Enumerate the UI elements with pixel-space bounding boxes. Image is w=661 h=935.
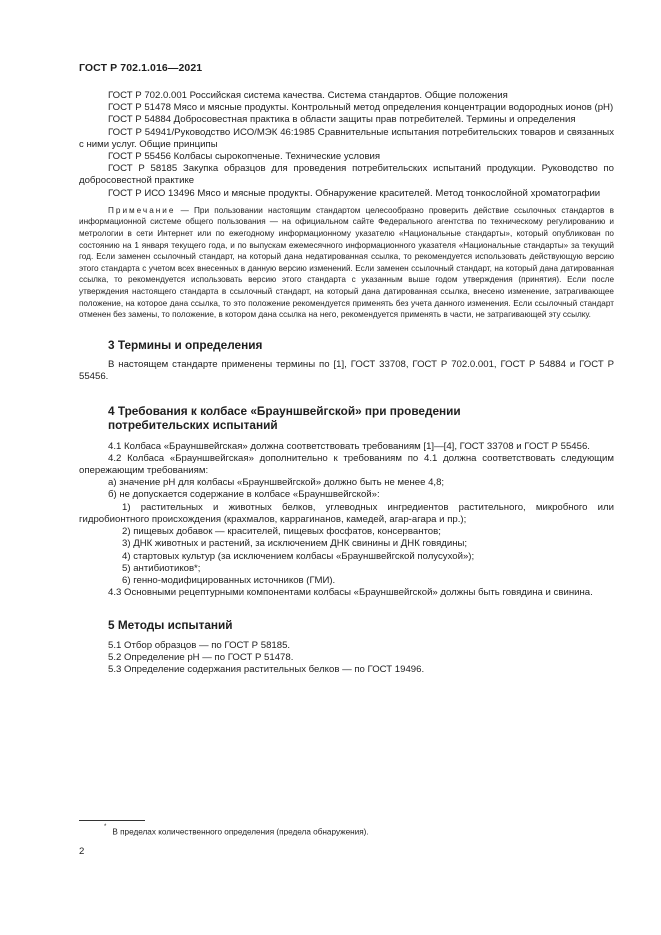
sub-item-1: 1) растительных и животных белков, углеводных ингредиентов растительного, микробного или гидробионтного происхождения (крахмалов, каррагинанов, камедей, агар-агара и пр.); bbox=[79, 501, 614, 525]
reference-item: ГОСТ Р 55456 Колбасы сырокопченые. Технические условия bbox=[108, 151, 381, 163]
method-5-3: 5.3 Определение содержания растительных белков — по ГОСТ 19496. bbox=[108, 664, 425, 676]
sub-item-5: 5) антибиотиков*; bbox=[122, 562, 201, 574]
document-header: ГОСТ Р 702.1.016—2021 bbox=[79, 62, 203, 74]
page-content bbox=[79, 90, 614, 676]
note-label: Примечание bbox=[108, 205, 176, 215]
sub-item-3: 3) ДНК животных и растений, за исключением ДНК свинины и ДНК говядины; bbox=[122, 538, 468, 550]
reference-item: ГОСТ Р 54884 Добросовестная практика в области защиты прав потребителей. Термины и определения bbox=[108, 114, 576, 126]
reference-item: ГОСТ Р 702.0.001 Российская система качества. Система стандартов. Общие положения bbox=[108, 90, 508, 101]
footnote-divider bbox=[79, 820, 145, 821]
sub-item-2: 2) пищевых добавок — красителей, пищевых фосфатов, консервантов; bbox=[122, 526, 441, 538]
reference-item: ГОСТ Р 58185 Закупка образцов для проведения потребительских испытаний продукции. Руководство по добросовестной практике bbox=[79, 163, 614, 187]
clause-4-2: 4.2 Колбаса «Брауншвейгская» дополнительно к требованиям по 4.1 должна соответствовать следующим опережающим требованиям: bbox=[79, 452, 614, 477]
section-4-heading-line1: 4 Требования к колбасе «Брауншвейгской» при проведении bbox=[108, 403, 461, 418]
reference-item: ГОСТ Р 54941/Руководство ИСО/МЭК 46:1985 Сравнительные испытания потребительских товаров и связанных с ними услуг. Общие принципы bbox=[79, 126, 614, 150]
method-5-2: 5.2 Определение рН — по ГОСТ Р 51478. bbox=[108, 652, 294, 664]
note-text: — При пользовании настоящим стандартом целесообразно проверить действие ссылочных стандартов в информационной системе общего пользования — на официальном сайте Федерального агентства по техническому регулированию и метрологии в сети Интернет или по ежегодному информационному указателю «Национальные стандарты», который опубликован по состоянию на 1 января текущего года, и по выпускам ежемесячного информационного указателя «Национальные стандарты» за текущий год. Если заменен ссылочный стандарт, на который дана недатированная ссылка, то рекомендуется использовать действующую версию этого стандарта с учетом всех внесенных в данную версию изменений. Если заменен ссылочный стандарт, на который дана датированная ссылка, то рекомендуется использовать версию этого стандарта с указанным выше годом утверждения (принятия). Если после утверждения настоящего стандарта в ссылочный стандарт, на который дана датированная ссылка, внесено изменение, затрагивающее положение, на которое дана ссылка, то это положение рекомендуется применять без учета данного изменения. Если ссылочный стандарт отменен без замены, то положение, в котором дана ссылка на него, рекомендуется применять в части, не затрагивающей эту ссылку. bbox=[79, 205, 614, 320]
footnote-text: В пределах количественного определения (предела обнаружения). bbox=[112, 827, 369, 837]
section-4-heading-line2: потребительских испытаний bbox=[108, 418, 278, 433]
footnote-mark: * bbox=[104, 824, 107, 830]
method-5-1: 5.1 Отбор образцов — по ГОСТ Р 58185. bbox=[108, 639, 291, 651]
list-item-a: а) значение рН для колбасы «Брауншвейгской» должно быть не менее 4,8; bbox=[108, 477, 445, 489]
section-4-heading bbox=[79, 404, 614, 433]
page-number: 2 bbox=[79, 846, 85, 857]
note-block bbox=[79, 205, 614, 321]
reference-item: ГОСТ Р ИСО 13496 Мясо и мясные продукты. Обнаружение красителей. Метод тонкослойной хроматографии bbox=[108, 187, 601, 199]
footnote bbox=[104, 825, 369, 838]
clause-4-3: 4.3 Основными рецептурными компонентами колбасы «Брауншвейгской» должны быть говядина и свинина. bbox=[108, 587, 593, 599]
clause-4-1: 4.1 Колбаса «Брауншвейгская» должна соответствовать требованиям [1]—[4], ГОСТ 33708 и ГОСТ Р 55456. bbox=[108, 440, 590, 452]
section-3-text: В настоящем стандарте применены термины по [1], ГОСТ 33708, ГОСТ Р 702.0.001, ГОСТ Р 54884 и ГОСТ Р 55456. bbox=[79, 359, 614, 383]
references-list bbox=[79, 90, 614, 200]
list-item-b: б) не допускается содержание в колбасе «Брауншвейгской»: bbox=[108, 489, 380, 501]
sub-item-4: 4) стартовых культур (за исключением колбасы «Брауншвейгской полусухой»); bbox=[122, 550, 475, 562]
reference-item: ГОСТ Р 51478 Мясо и мясные продукты. Контрольный метод определения концентрации водородных ионов (рН) bbox=[108, 102, 614, 114]
section-3-heading: 3 Термины и определения bbox=[108, 337, 263, 352]
sub-item-6: 6) генно-модифицированных источников (ГМИ). bbox=[122, 574, 336, 586]
section-5-heading: 5 Методы испытаний bbox=[108, 618, 233, 633]
